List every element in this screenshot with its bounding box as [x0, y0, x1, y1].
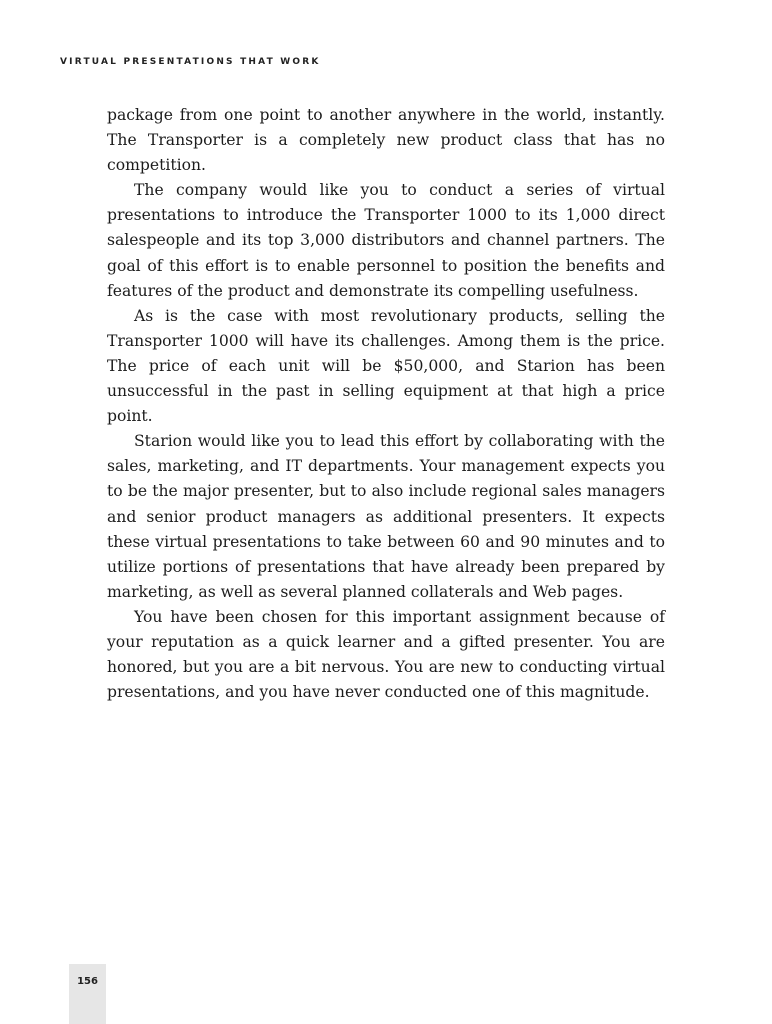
paragraph: The company would like you to conduct a series of virtual presentations to introduce the Transporter 1000 to its 1,000 direct salespeople and its top 3,000 distributors and channel partners. The goal of this effort is to enable personnel to position the benefits and features of the product and demonstrate its compelling usefulness.	[107, 181, 665, 300]
paragraph: As is the case with most revolutionary products, selling the Transporter 1000 will have its challenges. Among them is the price. The price of each unit will be $50,000, and Starion has been unsuccessful in the past in selling equipment at that high a price point.	[107, 306, 665, 426]
paragraph: You have been chosen for this important assignment because of your reputation as a quick learner and a gifted presenter. You are honored, but you are a bit nervous. You are new to conducting virtual presentations, and you have never conducted one of this magnitude.	[107, 607, 665, 702]
page-number-tab	[69, 964, 106, 1024]
paragraph-continued: package from one point to another anywhere in the world, instantly. The Transporter is a completely new product class that has no competition.	[107, 106, 665, 175]
body-text	[107, 103, 665, 705]
running-head: VIRTUAL PRESENTATIONS THAT WORK	[60, 57, 321, 67]
page-number: 156	[77, 976, 98, 987]
paragraph: Starion would like you to lead this effort by collaborating with the sales, marketing, and IT departments. Your management expects you to be the major presenter, but to also include regional sales managers and senior product managers as additional presenters. It expects these virtual presentations to take between 60 and 90 minutes and to utilize portions of presentations that have already been prepared by marketing, as well as several planned collaterals and Web pages.	[107, 432, 665, 601]
